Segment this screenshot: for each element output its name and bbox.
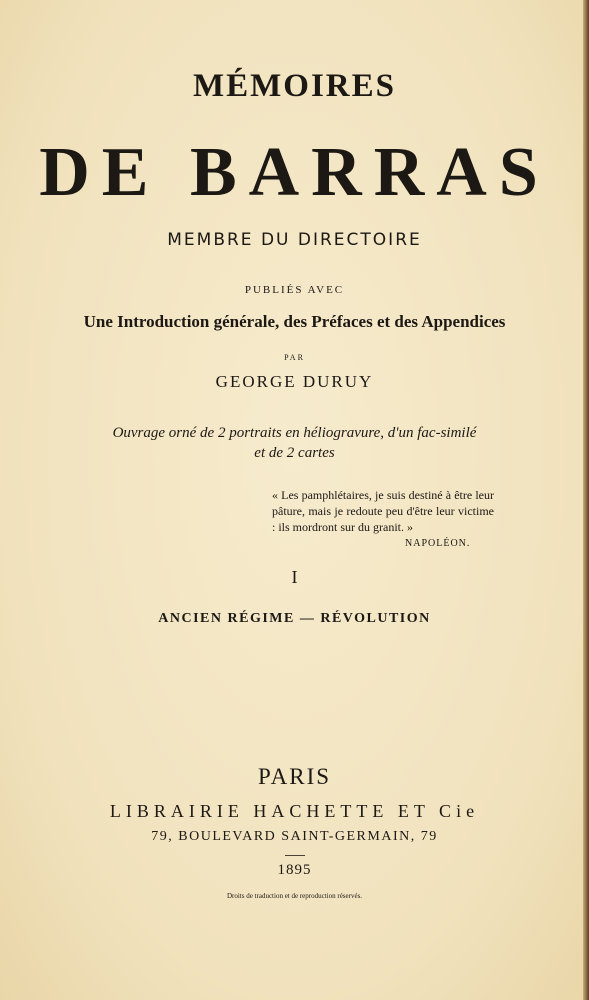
rights-notice: Droits de traduction et de reproduction réservés. [226, 892, 363, 900]
published-with: PUBLIÉS AVEC [244, 284, 345, 296]
publisher: LIBRAIRIE HACHETTE ET Cie [109, 801, 480, 821]
author-name: GEORGE DURUY [215, 372, 374, 391]
publication-year: 1895 [277, 862, 312, 878]
divider [285, 855, 305, 856]
ornament-line-2: et de 2 cartes [254, 445, 335, 461]
publisher-address: 79, BOULEVARD SAINT-GERMAIN, 79 [151, 829, 438, 844]
volume-number: I [291, 567, 298, 587]
ornament-line-1: Ouvrage orné de 2 portraits en héliogravure, d'un fac-similé [112, 425, 477, 441]
epigraph-text: « Les pamphlétaires, je suis destiné à être leur pâture, mais je redoute peu d'être leur victime : ils mordront sur du granit. » [272, 488, 494, 534]
volume-title: ANCIEN RÉGIME — RÉVOLUTION [158, 611, 431, 626]
city: PARIS [257, 764, 332, 789]
title-top: MÉMOIRES [192, 68, 396, 104]
subtitle: MEMBRE DU DIRECTOIRE [167, 230, 422, 250]
title-main: DE BARRAS [39, 134, 550, 211]
by-label: PAR [284, 353, 305, 362]
epigraph-author: NAPOLÉON. [405, 538, 471, 549]
introduction-line: Une Introduction générale, des Préfaces et des Appendices [83, 312, 506, 331]
